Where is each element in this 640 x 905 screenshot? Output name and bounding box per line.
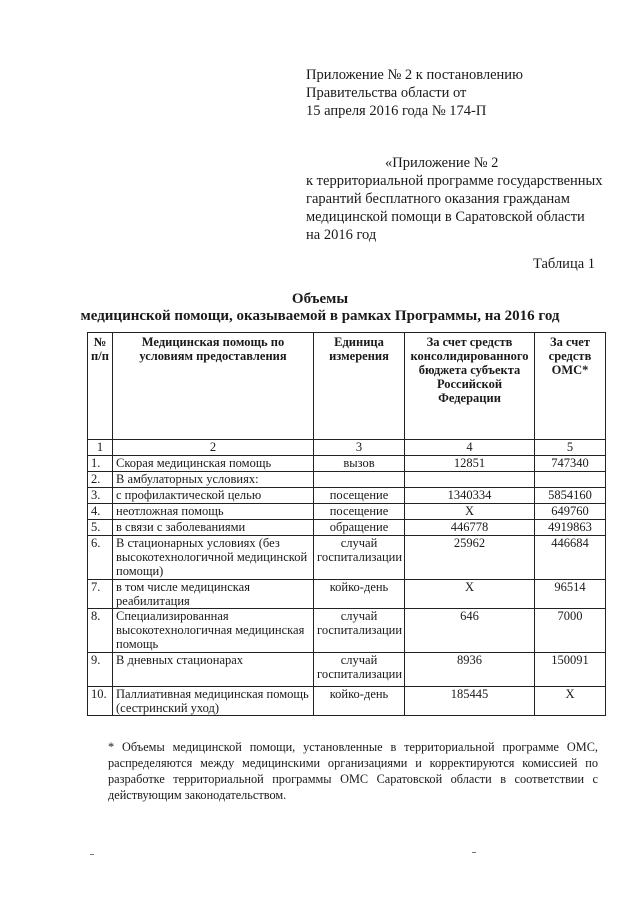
row-num: 2. (88, 472, 113, 488)
volumes-table (87, 332, 606, 716)
table-row (88, 472, 606, 488)
row-budget: 646 (405, 609, 535, 653)
col-header-unit: Единица измерения (314, 333, 405, 440)
row-oms: 150091 (535, 653, 606, 687)
row-num: 4. (88, 504, 113, 520)
col-header-oms: За счет средств ОМС* (535, 333, 606, 440)
row-num: 8. (88, 609, 113, 653)
col-header-num: № п/п (88, 333, 113, 440)
appendix-line-3: гарантий бесплатного оказания гражданам (306, 191, 570, 207)
appendix-line-4: медицинской помощи в Саратовской области (306, 209, 585, 225)
row-budget: 25962 (405, 536, 535, 580)
table-row (88, 687, 606, 716)
table-row (88, 488, 606, 504)
col-number: 2 (113, 440, 314, 456)
row-num: 6. (88, 536, 113, 580)
row-care: с профилактической целью (113, 488, 314, 504)
row-budget (405, 472, 535, 488)
col-header-care: Медицинская помощь по условиям предоставления (113, 333, 314, 440)
footnote: * Объемы медицинской помощи, установленные в территориальной программе ОМС, распределяются между медицинскими организациями и корректируются комиссией по разработке территориальной программы ОМС Саратовской области в соответствии с действующим законодательством. (108, 740, 598, 802)
row-num: 3. (88, 488, 113, 504)
row-budget: 8936 (405, 653, 535, 687)
header-line-2: Правительства области от (306, 85, 467, 101)
row-oms (535, 472, 606, 488)
row-care: Паллиативная медицинская помощь (сестринский уход) (113, 687, 314, 716)
row-care: В стационарных условиях (без высокотехнологичной медицинской помощи) (113, 536, 314, 580)
table-row (88, 520, 606, 536)
table-row (88, 609, 606, 653)
row-unit: случай госпитализации (314, 536, 405, 580)
row-oms: 747340 (535, 456, 606, 472)
row-oms: 446684 (535, 536, 606, 580)
row-unit: обращение (314, 520, 405, 536)
col-header-budget: За счет средств консолидированного бюджета субъекта Российской Федерации (405, 333, 535, 440)
row-care: в том числе медицинская реабилитация (113, 580, 314, 609)
table-row (88, 504, 606, 520)
doc-title: Объемы (291, 291, 349, 307)
row-unit: посещение (314, 504, 405, 520)
row-budget: 185445 (405, 687, 535, 716)
col-number-row (88, 440, 606, 456)
row-unit: посещение (314, 488, 405, 504)
row-care: Специализированная высокотехнологичная медицинская помощь (113, 609, 314, 653)
row-unit: случай госпитализации (314, 609, 405, 653)
row-oms: 5854160 (535, 488, 606, 504)
row-care: Скорая медицинская помощь (113, 456, 314, 472)
row-unit: вызов (314, 456, 405, 472)
table-row (88, 580, 606, 609)
scan-mark (90, 854, 94, 855)
col-number: 3 (314, 440, 405, 456)
header-line-1: Приложение № 2 к постановлению (306, 67, 523, 83)
table-row (88, 536, 606, 580)
row-unit: случай госпитализации (314, 653, 405, 687)
doc-subtitle: медицинской помощи, оказываемой в рамках Программы, на 2016 год (80, 308, 560, 324)
row-num: 5. (88, 520, 113, 536)
table-row (88, 456, 606, 472)
row-oms: 649760 (535, 504, 606, 520)
row-num: 1. (88, 456, 113, 472)
row-unit: койко-день (314, 687, 405, 716)
row-care: В дневных стационарах (113, 653, 314, 687)
row-num: 9. (88, 653, 113, 687)
col-number: 1 (88, 440, 113, 456)
row-budget: X (405, 580, 535, 609)
row-care: в связи с заболеваниями (113, 520, 314, 536)
row-num: 10. (88, 687, 113, 716)
row-oms: 4919863 (535, 520, 606, 536)
row-unit (314, 472, 405, 488)
row-care: неотложная помощь (113, 504, 314, 520)
row-oms: X (535, 687, 606, 716)
row-unit: койко-день (314, 580, 405, 609)
table-header-row (88, 333, 606, 440)
table-row (88, 653, 606, 687)
row-oms: 96514 (535, 580, 606, 609)
row-budget: X (405, 504, 535, 520)
appendix-line-1: «Приложение № 2 (385, 155, 499, 171)
row-num: 7. (88, 580, 113, 609)
row-budget: 12851 (405, 456, 535, 472)
row-budget: 1340334 (405, 488, 535, 504)
row-budget: 446778 (405, 520, 535, 536)
header-line-3: 15 апреля 2016 года № 174-П (306, 103, 487, 119)
scan-mark (472, 852, 476, 853)
col-number: 4 (405, 440, 535, 456)
row-care: В амбулаторных условиях: (113, 472, 314, 488)
appendix-line-5: на 2016 год (306, 227, 377, 243)
appendix-line-2: к территориальной программе государственных (306, 173, 603, 189)
table-label: Таблица 1 (533, 256, 596, 272)
row-oms: 7000 (535, 609, 606, 653)
col-number: 5 (535, 440, 606, 456)
